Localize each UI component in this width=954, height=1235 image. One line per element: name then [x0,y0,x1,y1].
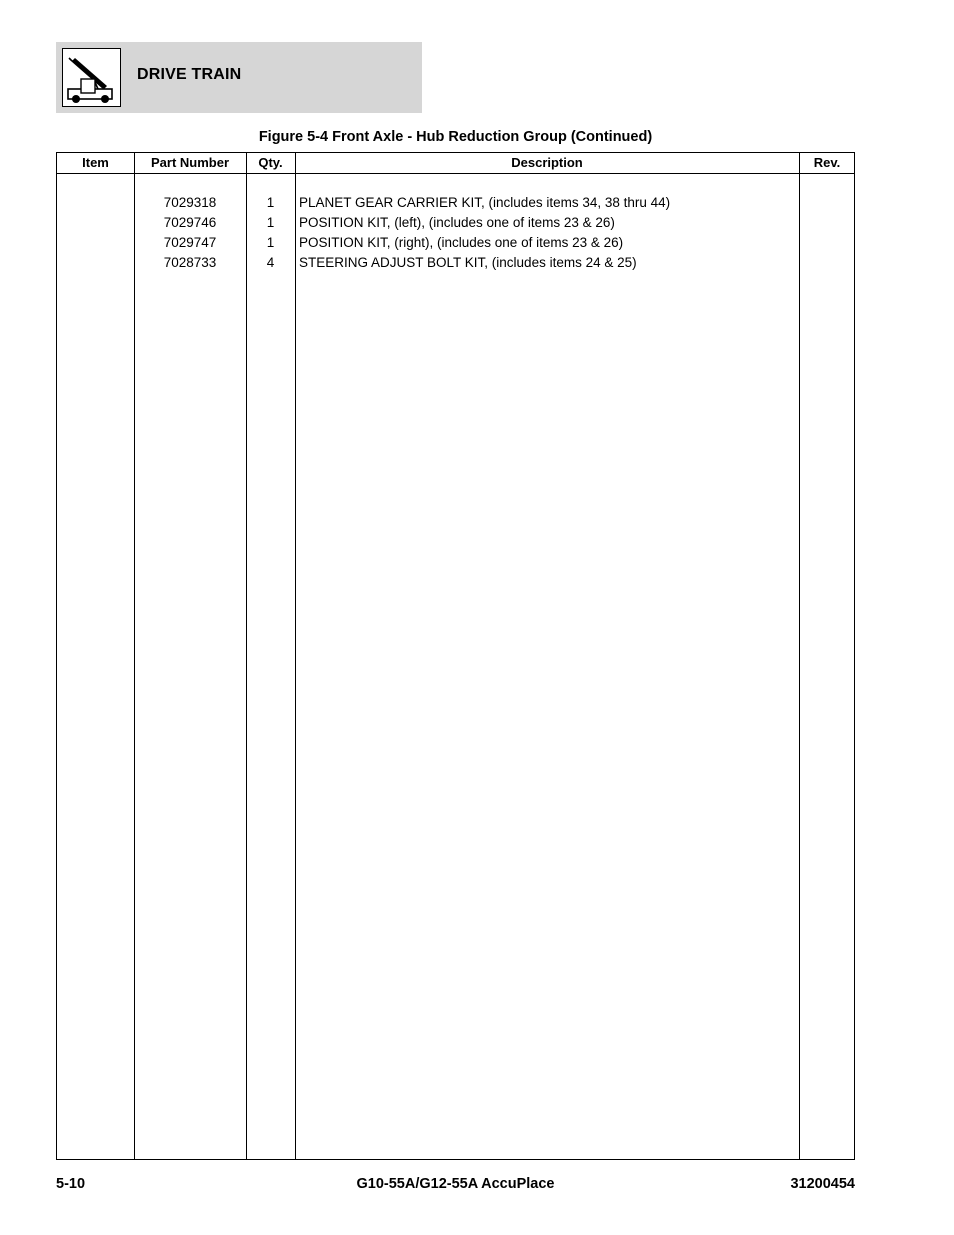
table-row [57,193,854,213]
figure-title: Figure 5-4 Front Axle - Hub Reduction Group (Continued) [258,129,653,145]
column-divider [134,153,135,1159]
column-divider [246,153,247,1159]
column-header-description: Description [511,155,583,170]
table-row [57,233,854,253]
column-header-qty: Qty. [258,155,283,170]
column-header-item: Item [82,155,109,170]
part-number-cell: 7028733 [163,255,217,270]
column-divider [799,153,800,1159]
column-header-rev: Rev. [813,155,841,170]
qty-cell: 1 [266,235,275,250]
description-cell: POSITION KIT, (right), (includes one of items 23 & 26) [299,235,624,250]
model-name: G10-55A/G12-55A AccuPlace [356,1176,555,1192]
part-number-cell: 7029318 [163,195,217,210]
qty-cell: 1 [266,215,275,230]
section-title: DRIVE TRAIN [137,66,242,83]
description-cell: POSITION KIT, (left), (includes one of items 23 & 26) [299,215,615,230]
description-cell: STEERING ADJUST BOLT KIT, (includes items 24 & 25) [299,255,637,270]
telehandler-icon [62,48,121,107]
qty-cell: 1 [266,195,275,210]
header-divider [57,173,854,174]
document-number: 31200454 [790,1176,855,1192]
qty-cell: 4 [266,255,275,270]
part-number-cell: 7029747 [163,235,217,250]
table-row [57,253,854,273]
page-number: 5-10 [56,1176,86,1192]
part-number-cell: 7029746 [163,215,217,230]
parts-table [56,152,855,1160]
section-header [56,42,422,113]
column-divider [295,153,296,1159]
table-row [57,213,854,233]
column-header-part-number: Part Number [150,155,230,170]
description-cell: PLANET GEAR CARRIER KIT, (includes items 34, 38 thru 44) [299,195,671,210]
